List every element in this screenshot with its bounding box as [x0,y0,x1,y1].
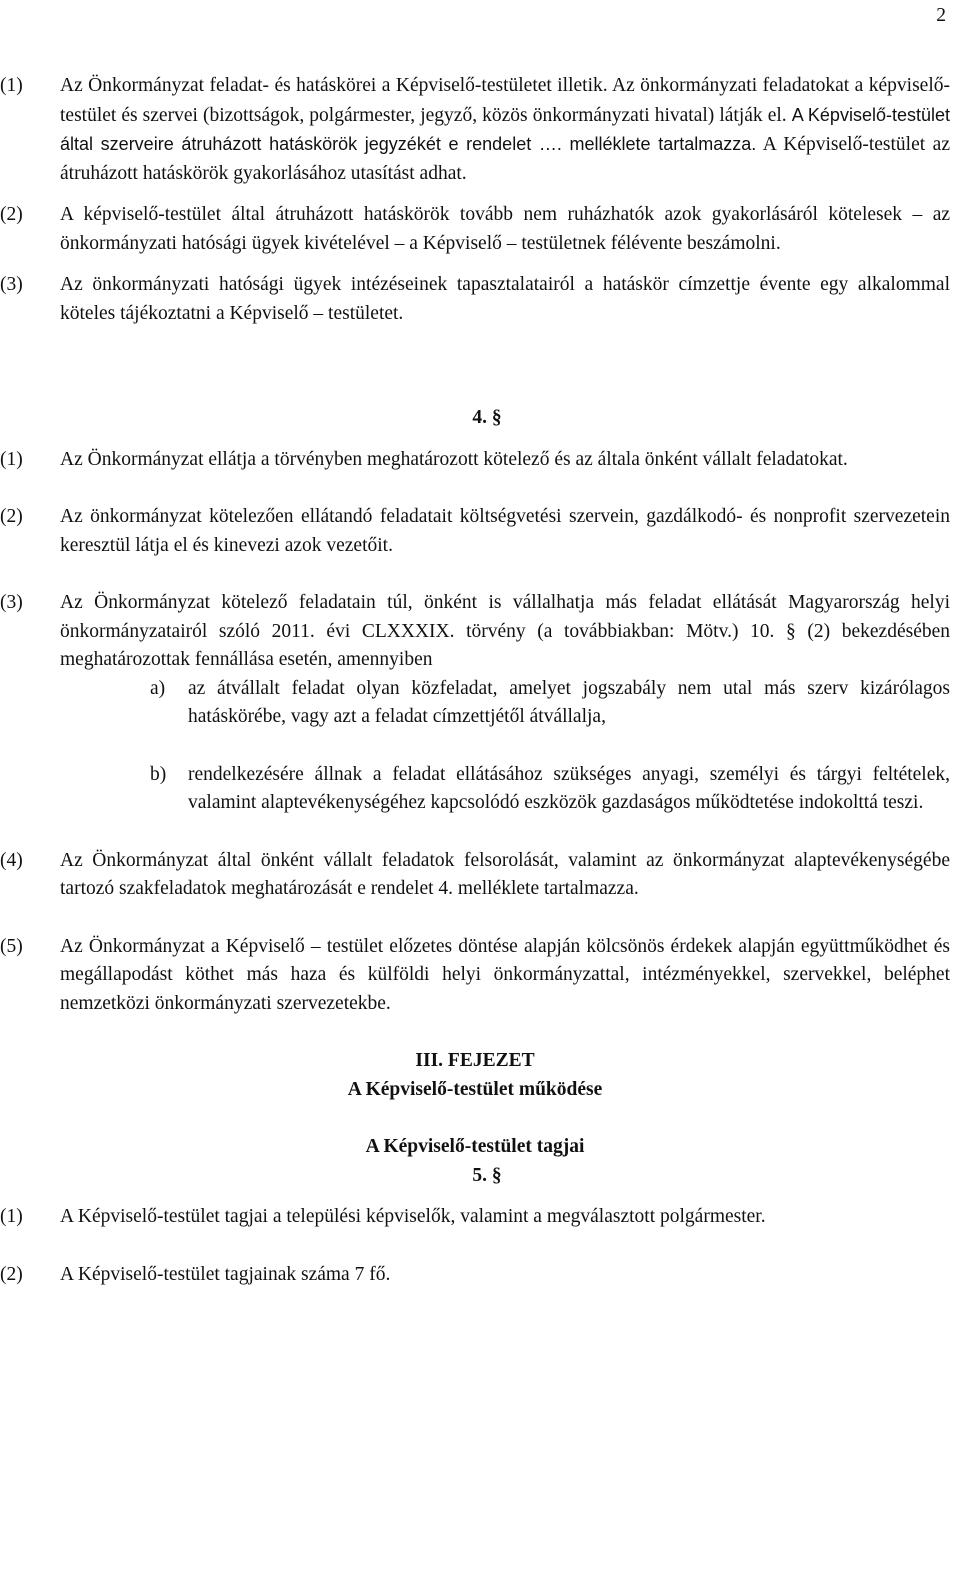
paragraph-text-sans: A Képviselő-testület által szerveire átruházott hatáskörök jegyzékét e rendelet …. melléklete tartalmazza. [60,104,950,154]
paragraph-text: Az önkormányzat kötelezően ellátandó feladatait költségvetési szervein, gazdálkodó- és nonprofit szervezetein keresztül látja el és kinevezi azok vezetőit. [60,506,950,556]
section4-paragraph-5 [0,933,950,1019]
section-4-heading: 4. § [472,407,502,428]
chapter-subtitle: A Képviselő-testület működése [347,1078,603,1100]
list-item-text: rendelkezésére állnak a feladat ellátásához szükséges anyagi, személyi és tárgyi feltételek, valamint alaptevékenységéhez kapcsolódó eszközök gazdaságos működtetése indokolttá teszi. [188,763,950,813]
section3-paragraph-3 [0,271,950,328]
paragraph-text: A Képviselő-testület tagjainak száma 7 fő. [60,1263,391,1285]
section4-paragraph-2 [0,503,950,560]
paragraph-number: (2) [0,1263,23,1285]
paragraph-number: (1) [0,448,23,470]
page-number: 2 [936,5,946,26]
paragraph-text: Az Önkormányzat feladat- és hatáskörei a Képviselő-testületet illetik. Az önkormányzati feladatokat a képviselő-testület és szervei (bizottságok, polgármester, jegyző, közös önkormányzati hivatal) látják el. [60,75,950,126]
section3-paragraph-1 [0,72,950,188]
paragraph-number: (2) [0,506,23,527]
list-item-text: az átvállalt feladat olyan közfeladat, amelyet jogszabály nem utal más szerv kizárólagos hatáskörébe, vagy azt a feladat címzettjétől átvállalja, [188,677,950,727]
paragraph-text: Az Önkormányzat a Képviselő – testület előzetes döntése alapján kölcsönös érdekek alapján együttműködhet és megállapodást köthet más haza és külföldi helyi önkormányzattal, intézményekkel, szervekkel, beléphet nemzetközi önkormányzati szervezetekbe. [60,935,950,1014]
paragraph-number: (3) [0,274,23,295]
paragraph-number: (3) [0,592,23,613]
paragraph-number: (4) [0,849,23,871]
list-item-letter: a) [150,677,166,699]
list-item-a [0,675,950,732]
paragraph-text: A Képviselő-testület az átruházott hatáskörök gyakorlásához utasítást adhat. [60,134,950,184]
section5-paragraph-1 [0,1203,950,1232]
section-5-subheading: A Képviselő-testület tagjai [365,1136,585,1157]
paragraph-number: (2) [0,204,23,225]
paragraph-text: A Képviselő-testület tagjai a települési képviselők, valamint a megválasztott polgármester. [60,1206,766,1227]
section4-paragraph-4 [0,847,950,904]
paragraph-text: Az Önkormányzat kötelező feladatain túl, önként is vállalhatja más feladat ellátását Magyarország helyi önkormányzatairól szóló 2011. évi CLXXXIX. törvény (a továbbiakban: Mötv.) 10. § (2) bekezdésében meghatározottak fennállása esetén, amennyiben [60,592,950,670]
section3-paragraph-2 [0,201,950,258]
paragraph-text: Az Önkormányzat által önként vállalt feladatok felsorolását, valamint az önkormányzat alaptevékenységébe tartozó szakfeladatok meghatározását e rendelet 4. melléklete tartalmazza. [60,849,950,899]
document-body [0,72,950,1289]
list-item-b [0,761,950,818]
paragraph-number: (5) [0,935,23,957]
section4-paragraph-1 [0,446,950,475]
paragraph-number: (1) [0,75,23,96]
section5-paragraph-2 [0,1261,950,1290]
paragraph-number: (1) [0,1206,23,1227]
chapter-title: III. FEJEZET [415,1050,535,1071]
list-item-letter: b) [150,763,167,785]
paragraph-text: A képviselő-testület által átruházott hatáskörök tovább nem ruházhatók azok gyakorlásáról kötelesek – az önkormányzati hatósági ügyek kivételével – a Képviselő – testületnek félévente beszámolni. [60,204,950,254]
paragraph-text: Az önkormányzati hatósági ügyek intézéseinek tapasztalatairól a hatáskör címzettje évente egy alkalommal köteles tájékoztatni a Képviselő – testületet. [60,274,950,324]
paragraph-text: Az Önkormányzat ellátja a törvényben meghatározott kötelező és az általa önként vállalt feladatokat. [60,448,848,470]
section-5-heading: 5. § [472,1164,502,1186]
section4-paragraph-3 [0,589,950,675]
